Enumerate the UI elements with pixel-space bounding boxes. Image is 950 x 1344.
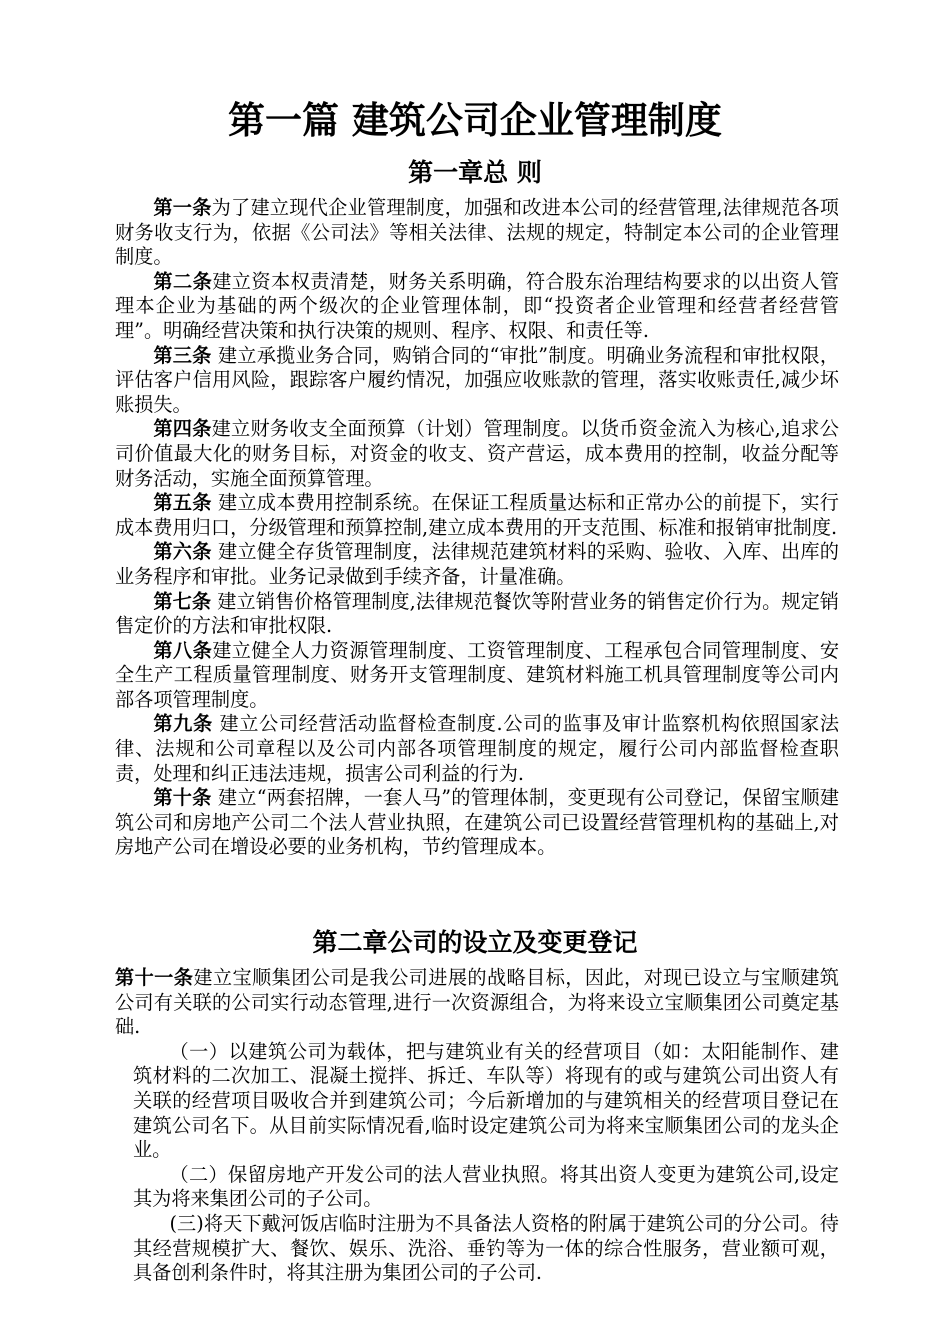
chapter-1-heading: 第一章总 则 xyxy=(408,158,542,187)
article-2 xyxy=(115,270,839,344)
article-text: 建立成本费用控制系统。在保证工程质量达标和正常办公的前提下，实行成本费用归口，分级管理和预算控制,建立成本费用的开支范围、标准和报销审批制度. xyxy=(115,491,839,539)
document-title: 第一篇 建筑公司企业管理制度 xyxy=(228,99,722,142)
article-text: 为了建立现代企业管理制度，加强和改进本公司的经营管理,法律规范各项财务收支行为，依据《公司法》等相关法律、法规的规定，特制定本公司的企业管理制度。 xyxy=(115,196,839,269)
article-text: 建立健全存货管理制度，法律规范建筑材料的采购、验收、入库、出库的业务程序和审批。业务记录做到手续齐备，计量准确。 xyxy=(115,540,839,588)
article-label: 第五条 xyxy=(153,491,212,515)
chapter-2-body xyxy=(115,966,839,1286)
article-label: 第一条 xyxy=(153,196,212,219)
article-label: 第十一条 xyxy=(115,966,194,989)
article-label: 第三条 xyxy=(153,343,212,367)
article-text: 建立宝顺集团公司是我公司进展的战略目标，因此，对现已设立与宝顺建筑公司有关联的公司实行动态管理,进行一次资源组合，为将来设立宝顺集团公司奠定基础. xyxy=(115,966,839,1039)
article-1 xyxy=(115,196,839,270)
article-text: 建立健全人力资源管理制度、工资管理制度、工程承包合同管理制度、安全生产工程质量管理制度、财务开支管理制度、建筑材料施工机具管理制度等公司内部各项管理制度。 xyxy=(115,638,840,711)
article-6 xyxy=(115,540,839,589)
article-text: 建立销售价格管理制度,法律规范餐饮等附营业务的销售定价行为。规定销售定价的方法和审批权限. xyxy=(115,589,839,638)
article-3 xyxy=(115,344,839,418)
article-10 xyxy=(115,786,839,860)
sub-item-3: (三)将天下戴河饭店临时注册为不具备法人资格的附属于建筑公司的分公司。待其经营规模扩大、餐饮、娱乐、洗浴、垂钓等为一体的综合性服务，营业额可观，具备创利条件时，将其注册为集团公司的子公司. xyxy=(133,1211,839,1285)
article-label: 第二条 xyxy=(153,269,213,293)
article-text: 建立公司经营活动监督检查制度.公司的监事及审计监察机构依照国家法律、法规和公司章程以及公司内部各项管理制度的规定，履行公司内部监督检查职责，处理和纠正违法违规，损害公司利益的行为. xyxy=(115,712,840,785)
article-label: 第六条 xyxy=(153,540,212,564)
article-11 xyxy=(115,966,839,1040)
article-text: 建立承揽业务合同，购销合同的“审批”制度。明确业务流程和审批权限，评估客户信用风险，跟踪客户履约情况，加强应收账款的管理，落实收账责任,减少坏账损失。 xyxy=(115,343,840,416)
article-7 xyxy=(115,590,839,639)
article-text: 建立资本权责清楚，财务关系明确，符合股东治理结构要求的以出资人管理本企业为基础的两个级次的企业管理体制，即“投资者企业管理和经营者经营管理”。明确经营决策和执行决策的规则、程序、权限、和责任等. xyxy=(115,269,840,342)
article-9 xyxy=(115,712,839,786)
sub-item-2: （二）保留房地产开发公司的法人营业执照。将其出资人变更为建筑公司,设定其为将来集团公司的子公司。 xyxy=(133,1162,839,1211)
sub-item-1: （一）以建筑公司为载体，把与建筑业有关的经营项目（如：太阳能制作、建筑材料的二次加工、混凝土搅拌、拆迁、车队等）将现有的或与建筑公司出资人有关联的经营项目吸收合并到建筑公司；今后新增加的与建筑相关的经营项目登记在建筑公司名下。从目前实际情况看,临时设定建筑公司为将来宝顺集团公司的龙头企业。 xyxy=(133,1039,839,1162)
article-label: 第七条 xyxy=(153,589,212,613)
chapter-1-body xyxy=(115,196,839,860)
article-4 xyxy=(115,417,839,491)
article-label: 第四条 xyxy=(153,417,212,441)
chapter-2-heading: 第二章公司的设立及变更登记 xyxy=(312,928,638,957)
article-label: 第九条 xyxy=(153,712,213,736)
article-5 xyxy=(115,491,839,540)
article-8 xyxy=(115,639,839,713)
article-label: 第八条 xyxy=(153,638,213,662)
article-label: 第十条 xyxy=(153,786,212,810)
article-text: 建立财务收支全面预算（计划）管理制度。以货币资金流入为核心,追求公司价值最大化的财务目标，对资金的收支、资产营运，成本费用的控制，收益分配等财务活动，实施全面预算管理。 xyxy=(115,417,839,490)
article-text: 建立“两套招牌，一套人马”的管理体制，变更现有公司登记，保留宝顺建筑公司和房地产公司二个法人营业执照，在建筑公司已设置经营管理机构的基础上,对房地产公司在增设必要的业务机构，节约管理成本。 xyxy=(115,786,840,859)
